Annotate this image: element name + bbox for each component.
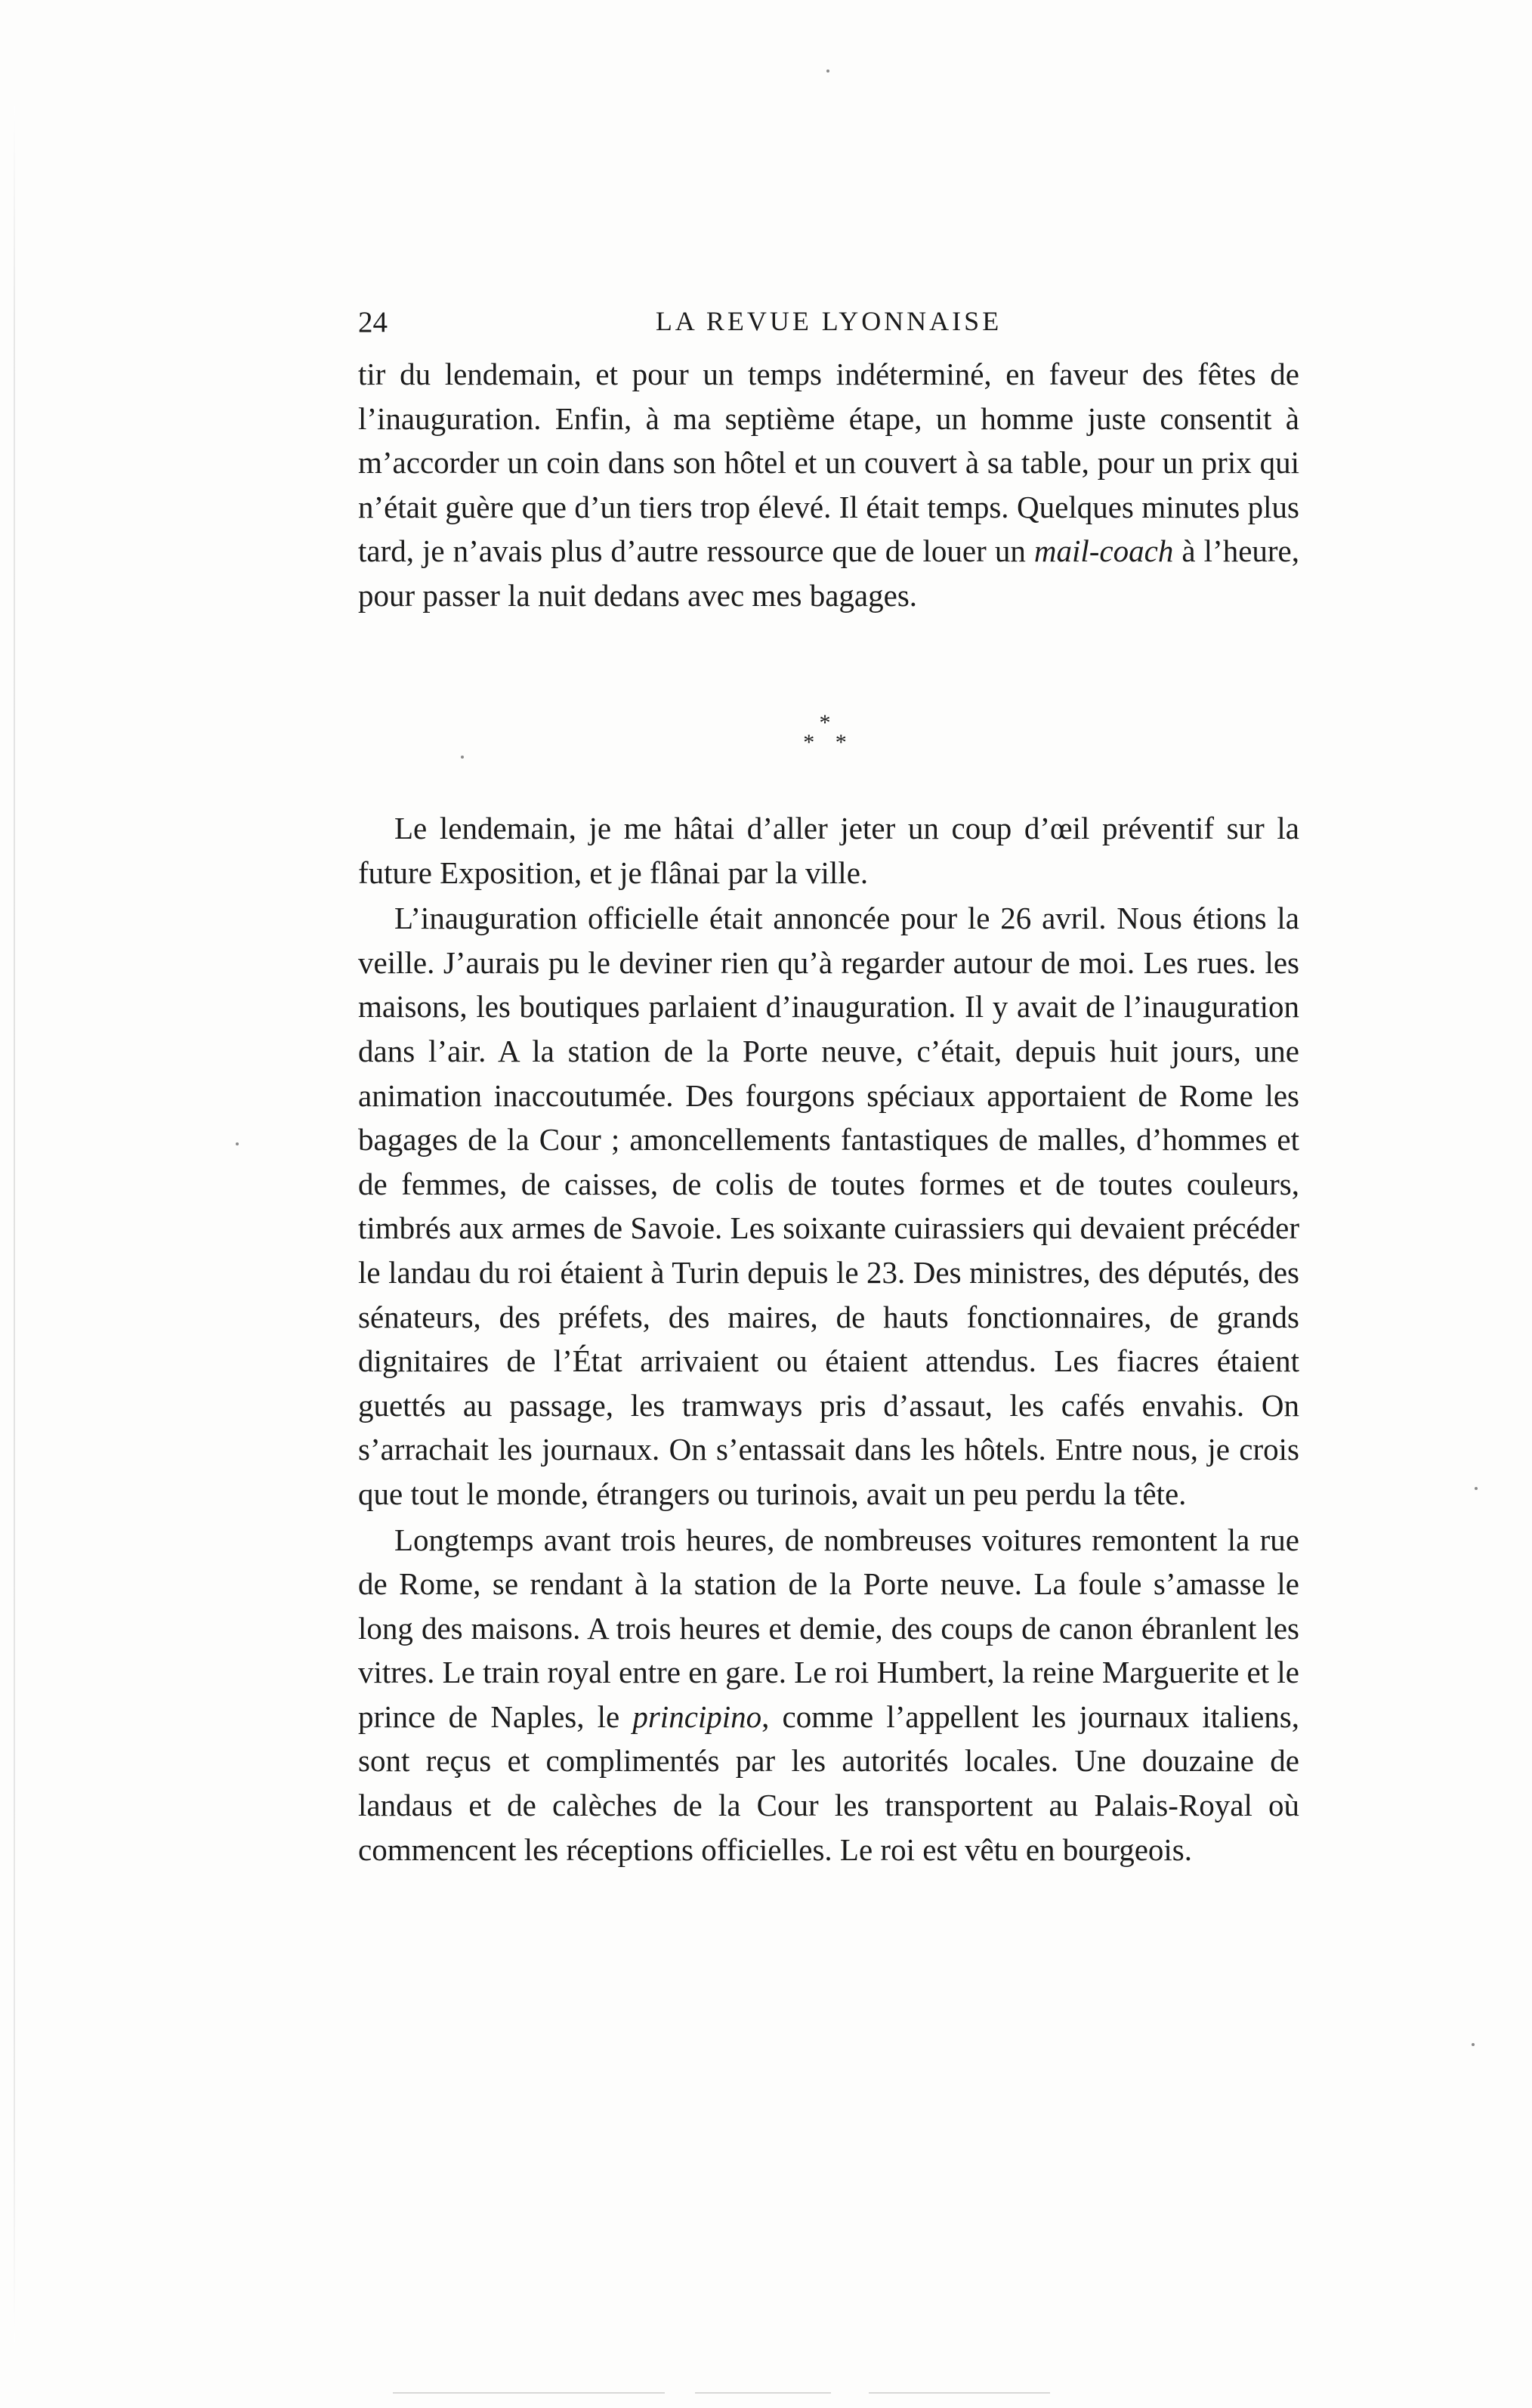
continuation-paragraph	[358, 352, 1299, 618]
running-title: LA REVUE LYONNAISE	[655, 306, 1002, 336]
paragraph: Le lendemain, je me hâtai d’aller jeter un coup d’œil préventif sur la future Exposition, et je flânai par la ville.	[358, 811, 1299, 890]
section-body	[358, 806, 1299, 1872]
page-edge-shadow	[14, 106, 15, 2342]
paragraph	[358, 352, 1299, 618]
asterism-top: *	[819, 710, 831, 735]
page-number: 24	[358, 306, 388, 338]
print-speck	[1472, 2043, 1475, 2046]
print-speck	[461, 756, 464, 759]
print-speck	[1475, 1487, 1478, 1490]
print-speck	[826, 70, 829, 73]
paragraph-text: à l’heure, pour passer la nuit dedans avec mes bagages.	[358, 533, 1299, 613]
bottom-rule-left	[393, 2392, 665, 2394]
paragraph-text: , comme l’appellent les journaux italiens, sont reçus et complimentés par les autorités locales. Une douzaine de landaus et de calèches de la Cour les transportent au Palais-Royal où commencent les réceptions officielles. Le roi est vêtu en bourgeois.	[358, 1699, 1299, 1867]
paragraph-text: Longtemps avant trois heures, de nombreuses voitures remontent la rue de Rome, se rendant à la station de la Porte neuve. La foule s’amasse le long des maisons. A trois heures et demie, des coups de canon ébranlent les vitres. Le train royal entre en gare. Le roi Humbert, la reine Marguerite et le prince de Naples, le	[358, 1522, 1299, 1734]
asterism-bottom: * *	[803, 730, 854, 755]
paragraph: L’inauguration officielle était annoncée pour le 26 avril. Nous étions la veille. J’aurais pu le deviner rien qu’à regarder autour de moi. Les rues. les maisons, les boutiques parlaient d’inauguration. Il y avait de l’inauguration dans l’air. A la station de la Porte neuve, c’était, depuis huit jours, une animation inaccoutumée. Des fourgons spéciaux apportaient de Rome les bagages de la Cour ; amoncellements fantastiques de malles, d’hommes et de femmes, de caisses, de colis de toutes formes et de toutes couleurs, timbrés aux armes de Savoie. Les soixante cuirassiers qui devaient précéder le landau du roi étaient à Turin depuis le 23. Des ministres, des députés, des sénateurs, des préfets, des maires, de hauts fonctionnaires, de grands dignitaires de l’État arrivaient ou étaient attendus. Les fiacres étaient guettés au passage, les tramways pris d’assaut, les cafés envahis. On s’arrachait les journaux. On s’entassait dans les hôtels. Entre nous, je crois que tout le monde, étrangers ou turinois, avait un peu perdu la tête.	[358, 901, 1299, 1511]
bottom-rule-center	[695, 2392, 831, 2394]
paragraph-text: tir du lendemain, et pour un temps indéterminé, en faveur des fêtes de l’inauguration. Enfin, à ma septième étape, un homme juste consentit à m’accorder un coin dans son hôtel et un couvert à sa table, pour un prix qui n’était guère que d’un tiers trop élevé. Il était temps. Quelques minutes plus tard, je n’avais plus d’autre ressource que de louer un	[358, 357, 1299, 569]
running-header	[358, 301, 1299, 346]
section-break-asterism	[795, 710, 855, 766]
print-speck	[236, 1142, 239, 1145]
bottom-rule-right	[869, 2392, 1050, 2394]
paragraph	[358, 1518, 1299, 1872]
italic-term: principino	[632, 1699, 762, 1734]
italic-term: mail-coach	[1033, 533, 1174, 569]
